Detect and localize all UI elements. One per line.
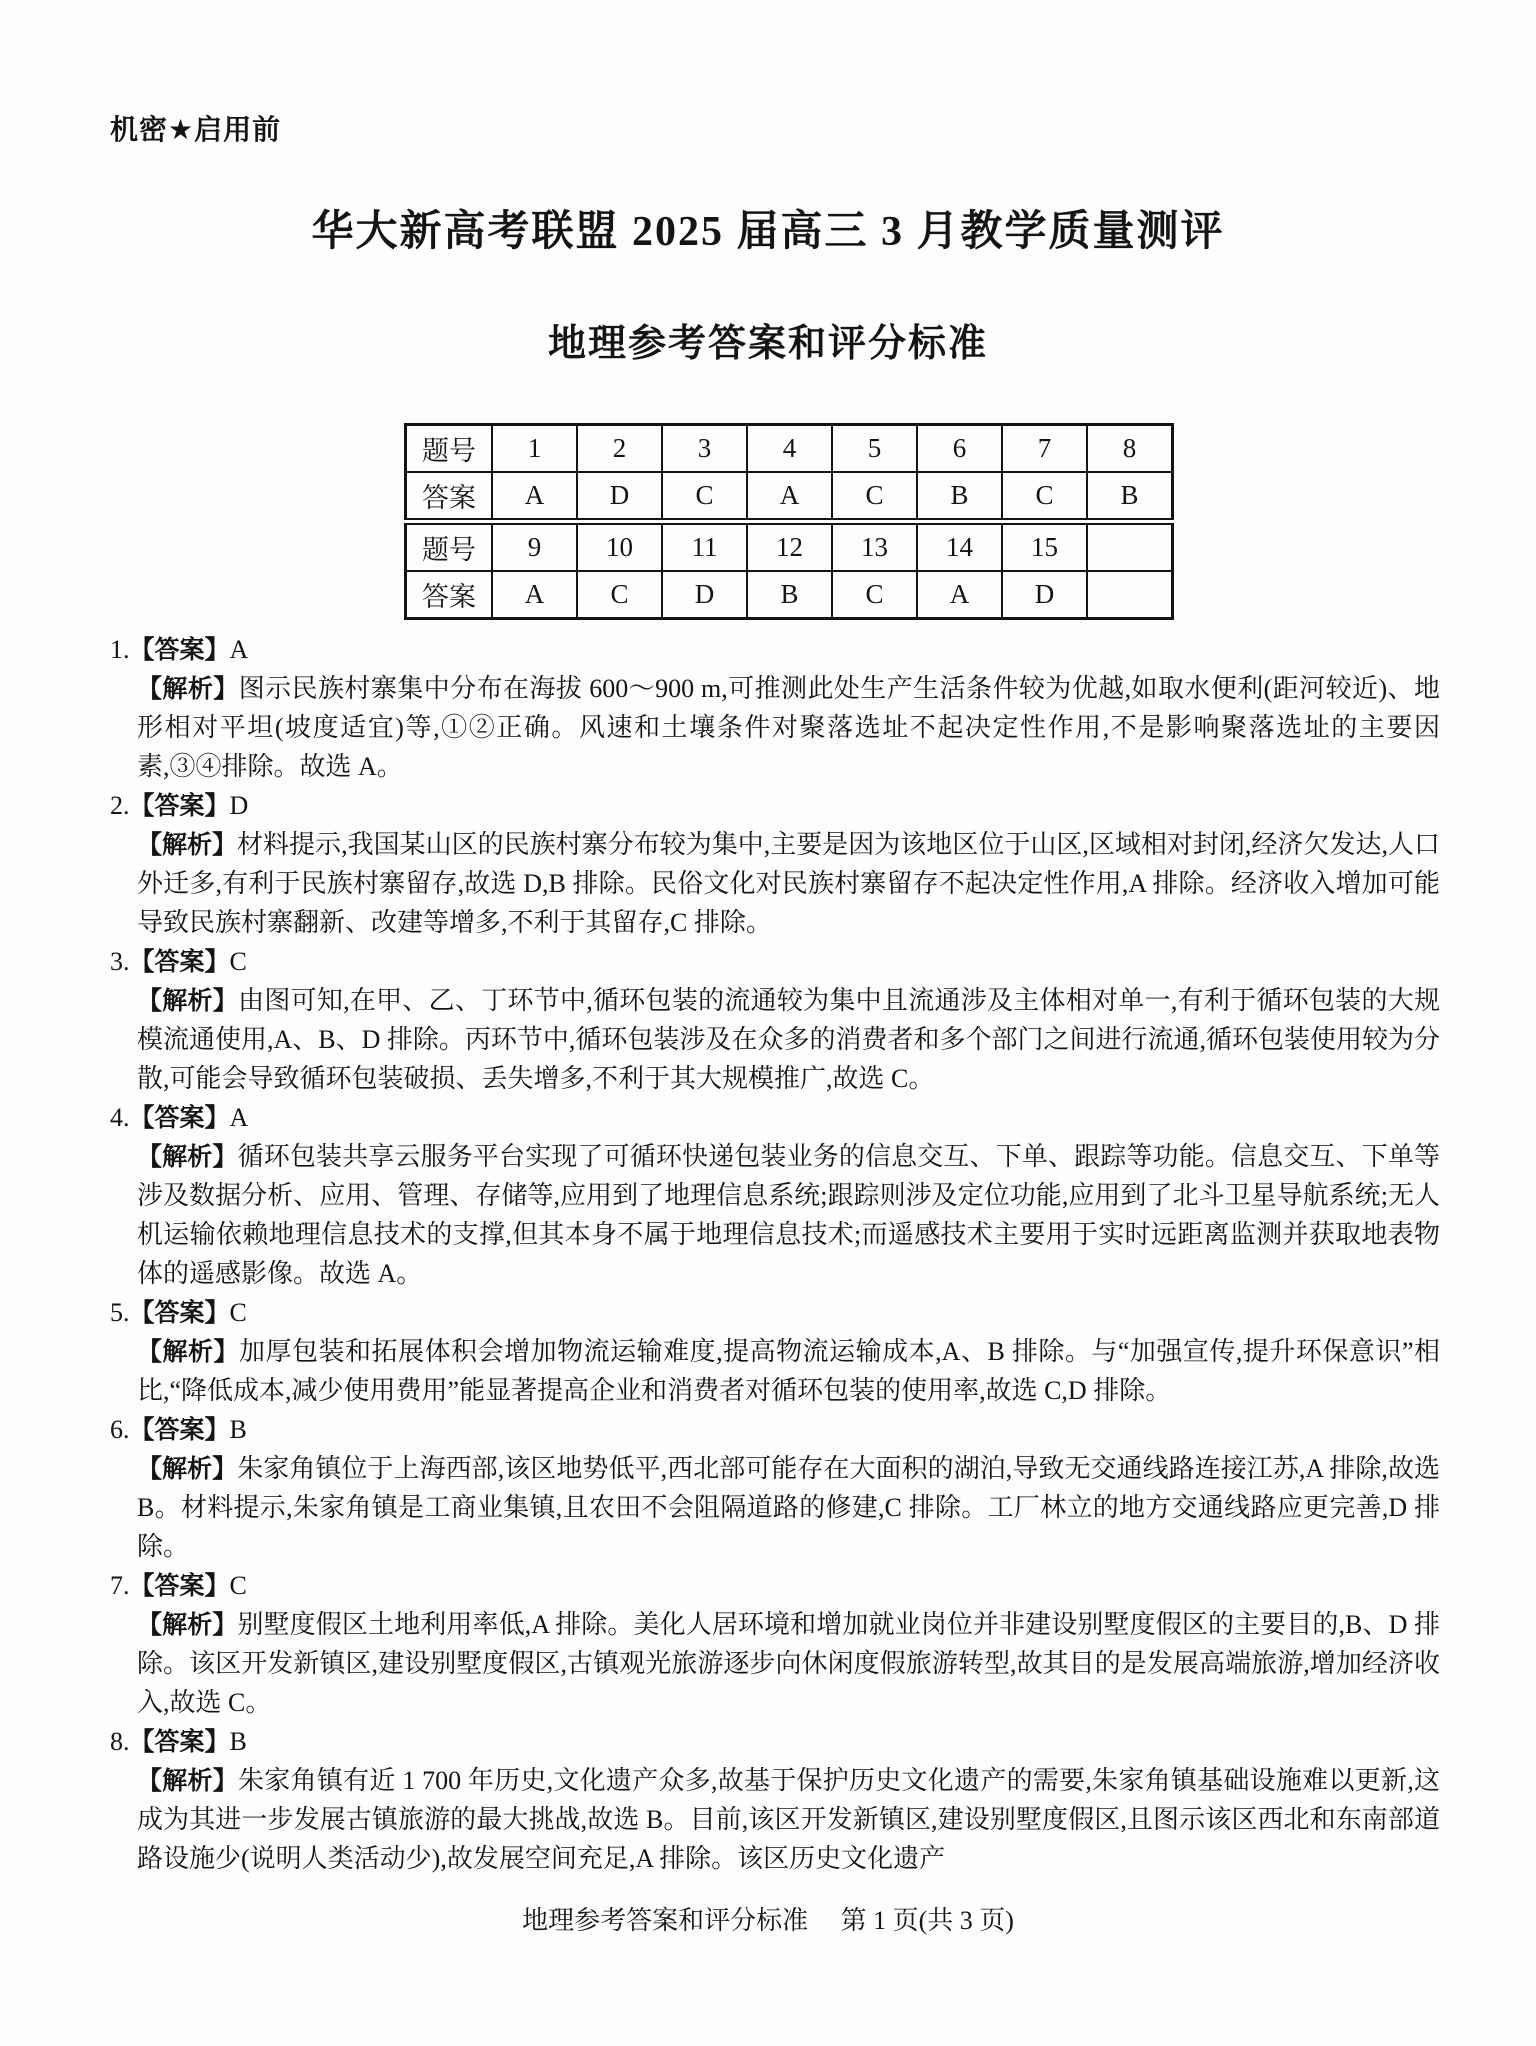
answer-item — [110, 630, 1440, 786]
page-footer — [0, 1900, 1536, 1937]
answer-item — [110, 1410, 1440, 1566]
explanation-text: 材料提示,我国某山区的民族村寨分布较为集中,主要是因为该地区位于山区,区域相对封闭,经济欠发达,人口外迁多,有利于民族村寨留存,故选 D,B 排除。民俗文化对民族村寨留存不起决定性作用,A 排除。经济收入增加可能导致民族村寨翻新、改建等增多,不利于其留存,C 排除。 — [137, 830, 1440, 937]
answer-table-body — [406, 425, 1173, 619]
answer-cell — [1087, 571, 1173, 619]
answer-line — [110, 1098, 1440, 1137]
analysis-label: 【解析】 — [137, 1142, 238, 1171]
answer-line — [110, 1410, 1440, 1449]
answer-label: 【答案】 — [129, 635, 230, 664]
explanation-text: 朱家角镇位于上海西部,该区地势低平,西北部可能存在大面积的湖泊,导致无交通线路连接江苏,A 排除,故选 B。材料提示,朱家角镇是工商业集镇,且农田不会阻隔道路的修建,C 排除。工厂林立的地方交通线路应更完善,D 排除。 — [137, 1454, 1440, 1561]
item-number: 5. — [110, 1298, 130, 1327]
page-subtitle: 地理参考答案和评分标准 — [547, 323, 988, 365]
answer-item — [110, 942, 1440, 1098]
analysis-label: 【解析】 — [137, 1454, 238, 1483]
question-number-cell: 11 — [662, 522, 747, 572]
answer-item — [110, 1098, 1440, 1293]
analysis-label: 【解析】 — [137, 986, 239, 1015]
explanation-text: 别墅度假区土地利用率低,A 排除。美化人居环境和增加就业岗位并非建设别墅度假区的主要目的,B、D 排除。该区开发新镇区,建设别墅度假区,古镇观光旅游逐步向休闲度假旅游转型,故其目的是发展高端旅游,增加经济收入,故选 C。 — [137, 1610, 1440, 1717]
answer-cell: D — [662, 571, 747, 619]
answer-label: 【答案】 — [129, 1415, 230, 1444]
answer-item — [110, 1722, 1440, 1878]
explanation-paragraph — [137, 1137, 1440, 1293]
item-number: 6. — [110, 1415, 130, 1444]
question-number-cell — [1087, 522, 1173, 572]
answer-cell: A — [917, 571, 1002, 619]
answer-item — [110, 1293, 1440, 1410]
analysis-label: 【解析】 — [137, 830, 238, 859]
explanation-text: 加厚包装和拓展体积会增加物流运输难度,提高物流运输成本,A、B 排除。与“加强宣传,提升环保意识”相比,“降低成本,减少使用费用”能显著提高企业和消费者对循环包装的使用率,故选 C,D 排除。 — [137, 1337, 1440, 1405]
question-number-cell: 4 — [747, 425, 832, 473]
explanation-paragraph — [137, 1332, 1440, 1410]
explanation-text: 朱家角镇有近 1 700 年历史,文化遗产众多,故基于保护历史文化遗产的需要,朱家角镇基础设施难以更新,这成为其进一步发展古镇旅游的最大挑战,故选 B。目前,该区开发新镇区,建设别墅度假区,且图示该区西北和东南部道路设施少(说明人类活动少),故发展空间充足,A 排除。该区历史文化遗产 — [137, 1766, 1440, 1873]
answer-label: 【答案】 — [129, 947, 230, 976]
question-number-cell: 14 — [917, 522, 1002, 572]
answer-label: 【答案】 — [129, 1298, 230, 1327]
answer-cell: C — [577, 571, 662, 619]
footer-doc-title: 地理参考答案和评分标准 — [522, 1906, 809, 1935]
answer-label: 【答案】 — [129, 1571, 230, 1600]
answer-line — [110, 942, 1440, 981]
answer-cell: D — [577, 472, 662, 522]
explanation-text: 图示民族村寨集中分布在海拔 600～900 m,可推测此处生产生活条件较为优越,如取水便利(距河较近)、地形相对平坦(坡度适宜)等,①②正确。风速和土壤条件对聚落选址不起决定性作用,不是影响聚落选址的主要因素,③④排除。故选 A。 — [137, 674, 1440, 781]
table-row — [406, 472, 1173, 522]
question-number-cell: 15 — [1002, 522, 1087, 572]
item-number: 7. — [110, 1571, 130, 1600]
question-number-cell: 12 — [747, 522, 832, 572]
answer-line — [110, 630, 1440, 669]
answer-value: A — [229, 635, 249, 664]
answer-cell: C — [832, 472, 917, 522]
security-label: 机密★启用前 — [110, 113, 282, 146]
answer-value: A — [229, 1103, 249, 1132]
item-number: 8. — [110, 1727, 130, 1756]
answer-cell: A — [747, 472, 832, 522]
row-header-cell: 答案 — [406, 472, 493, 522]
answer-cell: B — [917, 472, 1002, 522]
answer-table — [404, 423, 1174, 620]
question-number-cell: 3 — [662, 425, 747, 473]
analysis-label: 【解析】 — [137, 1610, 238, 1639]
answer-label: 【答案】 — [129, 1727, 230, 1756]
explanation-paragraph — [137, 1449, 1440, 1566]
answer-value: C — [229, 947, 247, 976]
answer-cell: D — [1002, 571, 1087, 619]
answer-line — [110, 1293, 1440, 1332]
explanation-paragraph — [137, 825, 1440, 942]
row-header-cell: 答案 — [406, 571, 493, 619]
question-number-cell: 10 — [577, 522, 662, 572]
row-header-cell: 题号 — [406, 425, 493, 473]
explanation-paragraph — [137, 1761, 1440, 1878]
analysis-label: 【解析】 — [137, 1337, 240, 1366]
item-number: 1. — [110, 635, 130, 664]
question-number-cell: 9 — [492, 522, 577, 572]
item-number: 3. — [110, 947, 130, 976]
answer-cell: A — [492, 472, 577, 522]
analysis-label: 【解析】 — [137, 674, 239, 703]
answer-value: B — [229, 1415, 247, 1444]
answer-line — [110, 786, 1440, 825]
explanation-paragraph — [137, 1605, 1440, 1722]
question-number-cell: 1 — [492, 425, 577, 473]
answer-cell: A — [492, 571, 577, 619]
answer-cell: C — [832, 571, 917, 619]
explanation-text: 由图可知,在甲、乙、丁环节中,循环包装的流通较为集中且流通涉及主体相对单一,有利于循环包装的大规模流通使用,A、B、D 排除。丙环节中,循环包装涉及在众多的消费者和多个部门之间进行流通,循环包装使用较为分散,可能会导致循环包装破损、丢失增多,不利于其大规模推广,故选 C。 — [137, 986, 1440, 1093]
answer-label: 【答案】 — [129, 791, 230, 820]
question-number-cell: 7 — [1002, 425, 1087, 473]
item-number: 4. — [110, 1103, 130, 1132]
table-row — [406, 522, 1173, 572]
answer-value: D — [229, 791, 249, 820]
answer-cell: B — [1087, 472, 1173, 522]
table-row — [406, 425, 1173, 473]
explanation-paragraph — [137, 669, 1440, 786]
question-number-cell: 8 — [1087, 425, 1173, 473]
item-number: 2. — [110, 791, 130, 820]
answer-line — [110, 1722, 1440, 1761]
question-number-cell: 13 — [832, 522, 917, 572]
question-number-cell: 5 — [832, 425, 917, 473]
answer-cell: C — [662, 472, 747, 522]
answer-line — [110, 1566, 1440, 1605]
explanation-list — [110, 630, 1440, 1878]
page-title: 华大新高考联盟 2025 届高三 3 月教学质量测评 — [311, 209, 1225, 255]
answer-value: C — [229, 1571, 247, 1600]
answer-cell: C — [1002, 472, 1087, 522]
answer-value: C — [229, 1298, 247, 1327]
answer-label: 【答案】 — [129, 1103, 230, 1132]
explanation-text: 循环包装共享云服务平台实现了可循环快递包装业务的信息交互、下单、跟踪等功能。信息交互、下单等涉及数据分析、应用、管理、存储等,应用到了地理信息系统;跟踪则涉及定位功能,应用到了北斗卫星导航系统;无人机运输依赖地理信息技术的支撑,但其本身不属于地理信息技术;而遥感技术主要用于实时远距离监测并获取地表物体的遥感影像。故选 A。 — [137, 1142, 1440, 1288]
answer-cell: B — [747, 571, 832, 619]
row-header-cell: 题号 — [406, 522, 493, 572]
question-number-cell: 2 — [577, 425, 662, 473]
answer-item — [110, 786, 1440, 942]
footer-page-number: 第 1 页(共 3 页) — [840, 1906, 1014, 1935]
answer-item — [110, 1566, 1440, 1722]
question-number-cell: 6 — [917, 425, 1002, 473]
explanation-paragraph — [137, 981, 1440, 1098]
answer-value: B — [229, 1727, 247, 1756]
table-row — [406, 571, 1173, 619]
analysis-label: 【解析】 — [137, 1766, 239, 1795]
